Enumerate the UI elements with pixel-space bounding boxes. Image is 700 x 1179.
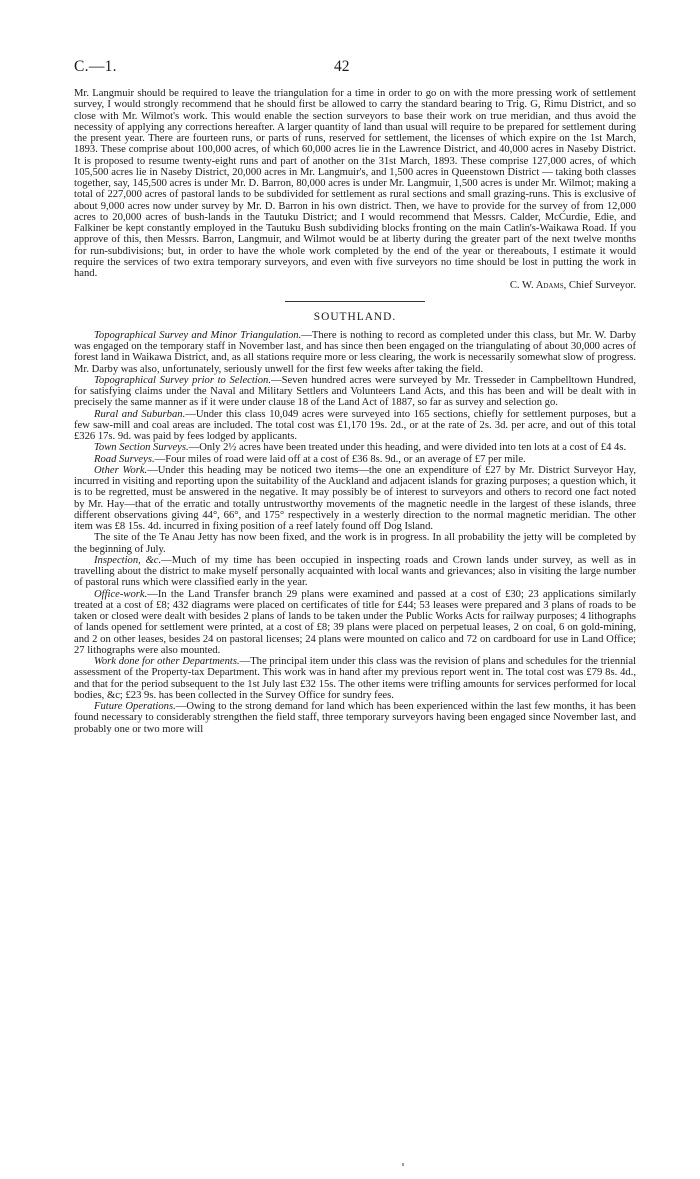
signature xyxy=(74,280,636,291)
paragraph-text: —The principal item under this class was the revision of plans and schedules for the triennial assessment of the Property-tax Department. This work was in hand after my previous report went in. The total cost was £79 8s. 4d., and that for the period subsequent to the 1st July last £32 15s. The other items were trifling amounts for services performed for local bodies, &c; £23 9s. has been collected in the Survey Office for sundry fees. xyxy=(74,656,636,701)
paragraph-text: —Seven hundred acres were surveyed by Mr. Tresseder in Campbelltown Hundred, for satisfying claims under the Naval and Military Settlers and Volunteers Land Acts, and this has been and will be dealt with in precisely the same manner as if it were under clause 18 of the Land Act of 1887, so far as survey and selection go. xyxy=(74,374,637,409)
paragraph-inspection xyxy=(74,555,636,589)
continuation-paragraph: Mr. Langmuir should be required to leave the triangulation for a time in order to go on with the more pressing work of settlement survey, I would strongly recommend that he should first be allowed to carry the standard bearing to Trig. G, Rimu District, and so close with Mr. Wilmot's work. This would enable the section surveyors to base their work on true meridian, and thus avoid the necessity of applying any corrections hereafter. A larger quantity of land than usual will require to be prepared for settlement during the present year. There are fourteen runs, or parts of runs, reserved for settlement, the licenses of which expire on the 1st March, 1893. These comprise about 100,000 acres, of which 60,000 acres lie in the Lawrence District, and 40,000 acres in Naseby District. It is proposed to resume twenty-eight runs and part of another on the 31st March, 1893. These comprise 127,000 acres, of which 105,500 acres lie in Naseby District, 20,000 acres in Mr. Langmuir's, and 1,500 acres in Queenstown District — taking both classes together, say, 145,500 acres is under Mr. D. Barron, 80,000 acres is under Mr. Langmuir, 1,500 acres is under Mr. Wilmot; making a total of 227,000 acres of pastoral lands to be subdivided for settlement as rural sections and small grazing-runs. This is exclusive of about 9,000 acres now under survey by Mr. D. Barron in his own district. Then, we have to provide for the survey of from 12,000 acres to 20,000 acres of bush-lands in the Tautuku District; and I would recommend that Messrs. Calder, McCurdie, Edie, and Falkiner be kept constantly employed in the Tautuku Bush subdividing blocks fronting on the main Catlin's-Waikawa Road. If you approve of this, then Messrs. Barron, Langmuir, and Wilmot would be at liberty during the greater part of the next twelve months for run-subdivisions; but, in order to have the whole work completed by the end of the year or thereabouts, I estimate it would require the services of two extra temporary surveyors, and even with five surveyors no time should be lost in putting the work in hand. xyxy=(74,88,636,279)
paragraph-text: —Much of my time has been occupied in inspecting roads and Crown lands under survey, as well as in travelling about the district to make myself personally acquainted with local wants and grievances; also in visiting the large number of pastoral runs which were classified early in the year. xyxy=(74,554,636,589)
paragraph-topographical-selection xyxy=(74,375,636,409)
paragraph-heading: Topographical Survey prior to Selection. xyxy=(94,374,271,386)
document-reference: C.—1. xyxy=(74,58,117,75)
paragraph-text: —In the Land Transfer branch 29 plans were examined and passed at a cost of £30; 23 applications similarly treated at a cost of £8; 432 diagrams were placed on certificates of title for £44; 53 leases were prepared and 3 plans of roads to be taken or closed were dealt with besides 2 plans of lands to be taken under the Public Works Acts for railway purposes; 4 lithographs of lands opened for settlement were printed, at a cost of £8; 39 plans were placed on perpetual leases, 2 on coal, 6 on gold-mining, and 2 on other leases, besides 24 on pastoral licenses; 24 plans were mounted on calico and 72 on cardboard for use in Land Office; 27 lithographs were also mounted. xyxy=(74,588,636,656)
paragraph-text: —Four miles of road were laid off at a cost of £36 8s. 9d., or an average of £7 per mile. xyxy=(154,453,526,465)
paragraph-rural-suburban xyxy=(74,409,636,443)
paragraph-text: —Under this heading may be noticed two items—the one an expenditure of £27 by Mr. District Surveyor Hay, incurred in visiting and reporting upon the suitability of the Auckland and adjacent islands for grazing purposes; a question which, it is to be regretted, must be answered in the negative. It may possibly be of interest to surveyors and others to record one fact noted by Mr. Hay—that of the erratic and totally untrustworthy movements of the magnetic needle in the largest of these islands, three different observations giving 44°, 66°, and 175° respectively in a westerly direction to the normal magnetic meridian. The other item was £8 15s. 4d. incurred in fixing position of a reef lately found off Dog Island. xyxy=(74,464,636,532)
paragraph-heading: Inspection, &c. xyxy=(94,554,162,566)
paragraph-heading: Work done for other Departments. xyxy=(94,656,240,667)
paragraph-text: —There is nothing to record as completed under this class, but Mr. W. Darby was engaged on the temporary staff in November last, and has since then been engaged on the triangulating of about 30,000 acres of forest land in Waikawa District, and, as all stations require more or less clearing, the work is necessarily somewhat slow of progress. Mr. Darby was also, unfortunately, seriously unwell for the first few weeks after taking the field. xyxy=(74,329,636,375)
signature-title: Chief Surveyor. xyxy=(568,280,636,292)
paragraph-heading: Road Surveys. xyxy=(94,453,155,465)
signature-name: C. W. Adams, xyxy=(509,280,567,292)
paragraph-heading: Topographical Survey and Minor Triangulation. xyxy=(94,329,302,341)
paragraph-te-anau-jetty xyxy=(74,532,636,555)
paragraph-heading: Other Work. xyxy=(94,464,148,476)
paragraph-future-operations xyxy=(74,701,636,735)
page-body xyxy=(74,88,636,735)
running-head xyxy=(74,58,636,78)
paragraph-other-departments xyxy=(74,656,636,701)
paragraph-text: The site of the Te Anau Jetty has now been fixed, and the work is in progress. In all probability the jetty will be completed by the beginning of July. xyxy=(74,532,636,555)
paragraph-other-work xyxy=(74,465,636,533)
paragraph-road-surveys xyxy=(74,454,636,465)
paragraph-heading: Rural and Suburban. xyxy=(94,408,186,420)
paragraph-text: —Only 2½ acres have been treated under this heading, and were divided into ten lots at a cost of £4 4s. xyxy=(188,442,627,454)
paragraph-office-work xyxy=(74,589,636,657)
paragraph-town-section xyxy=(74,442,636,453)
page-number: 42 xyxy=(334,58,350,75)
paragraph-text: —Under this class 10,049 acres were surveyed into 165 sections, chiefly for settlement purposes, but a few saw-mill and coal areas are included. The total cost was £1,170 19s. 2d., or at the rate of 2s. 3d. per acre, and out of this total £326 17s. 9d. was paid by fees lodged by applicants. xyxy=(74,408,636,442)
section-divider xyxy=(285,301,425,302)
paragraph-text: —Owing to the strong demand for land which has been experienced within the last few months, it has been found necessary to considerably strengthen the field staff, three temporary surveyors having been engaged since November last, and probably one or two more will xyxy=(74,701,636,735)
paragraph-topographical-triangulation xyxy=(74,330,636,375)
paragraph-heading: Office-work. xyxy=(94,588,148,600)
paragraph-heading: Town Section Surveys. xyxy=(94,442,189,454)
section-title-southland: SOUTHLAND. xyxy=(313,310,397,323)
paragraph-heading: Future Operations. xyxy=(94,701,176,712)
scan-mark xyxy=(402,1163,404,1166)
